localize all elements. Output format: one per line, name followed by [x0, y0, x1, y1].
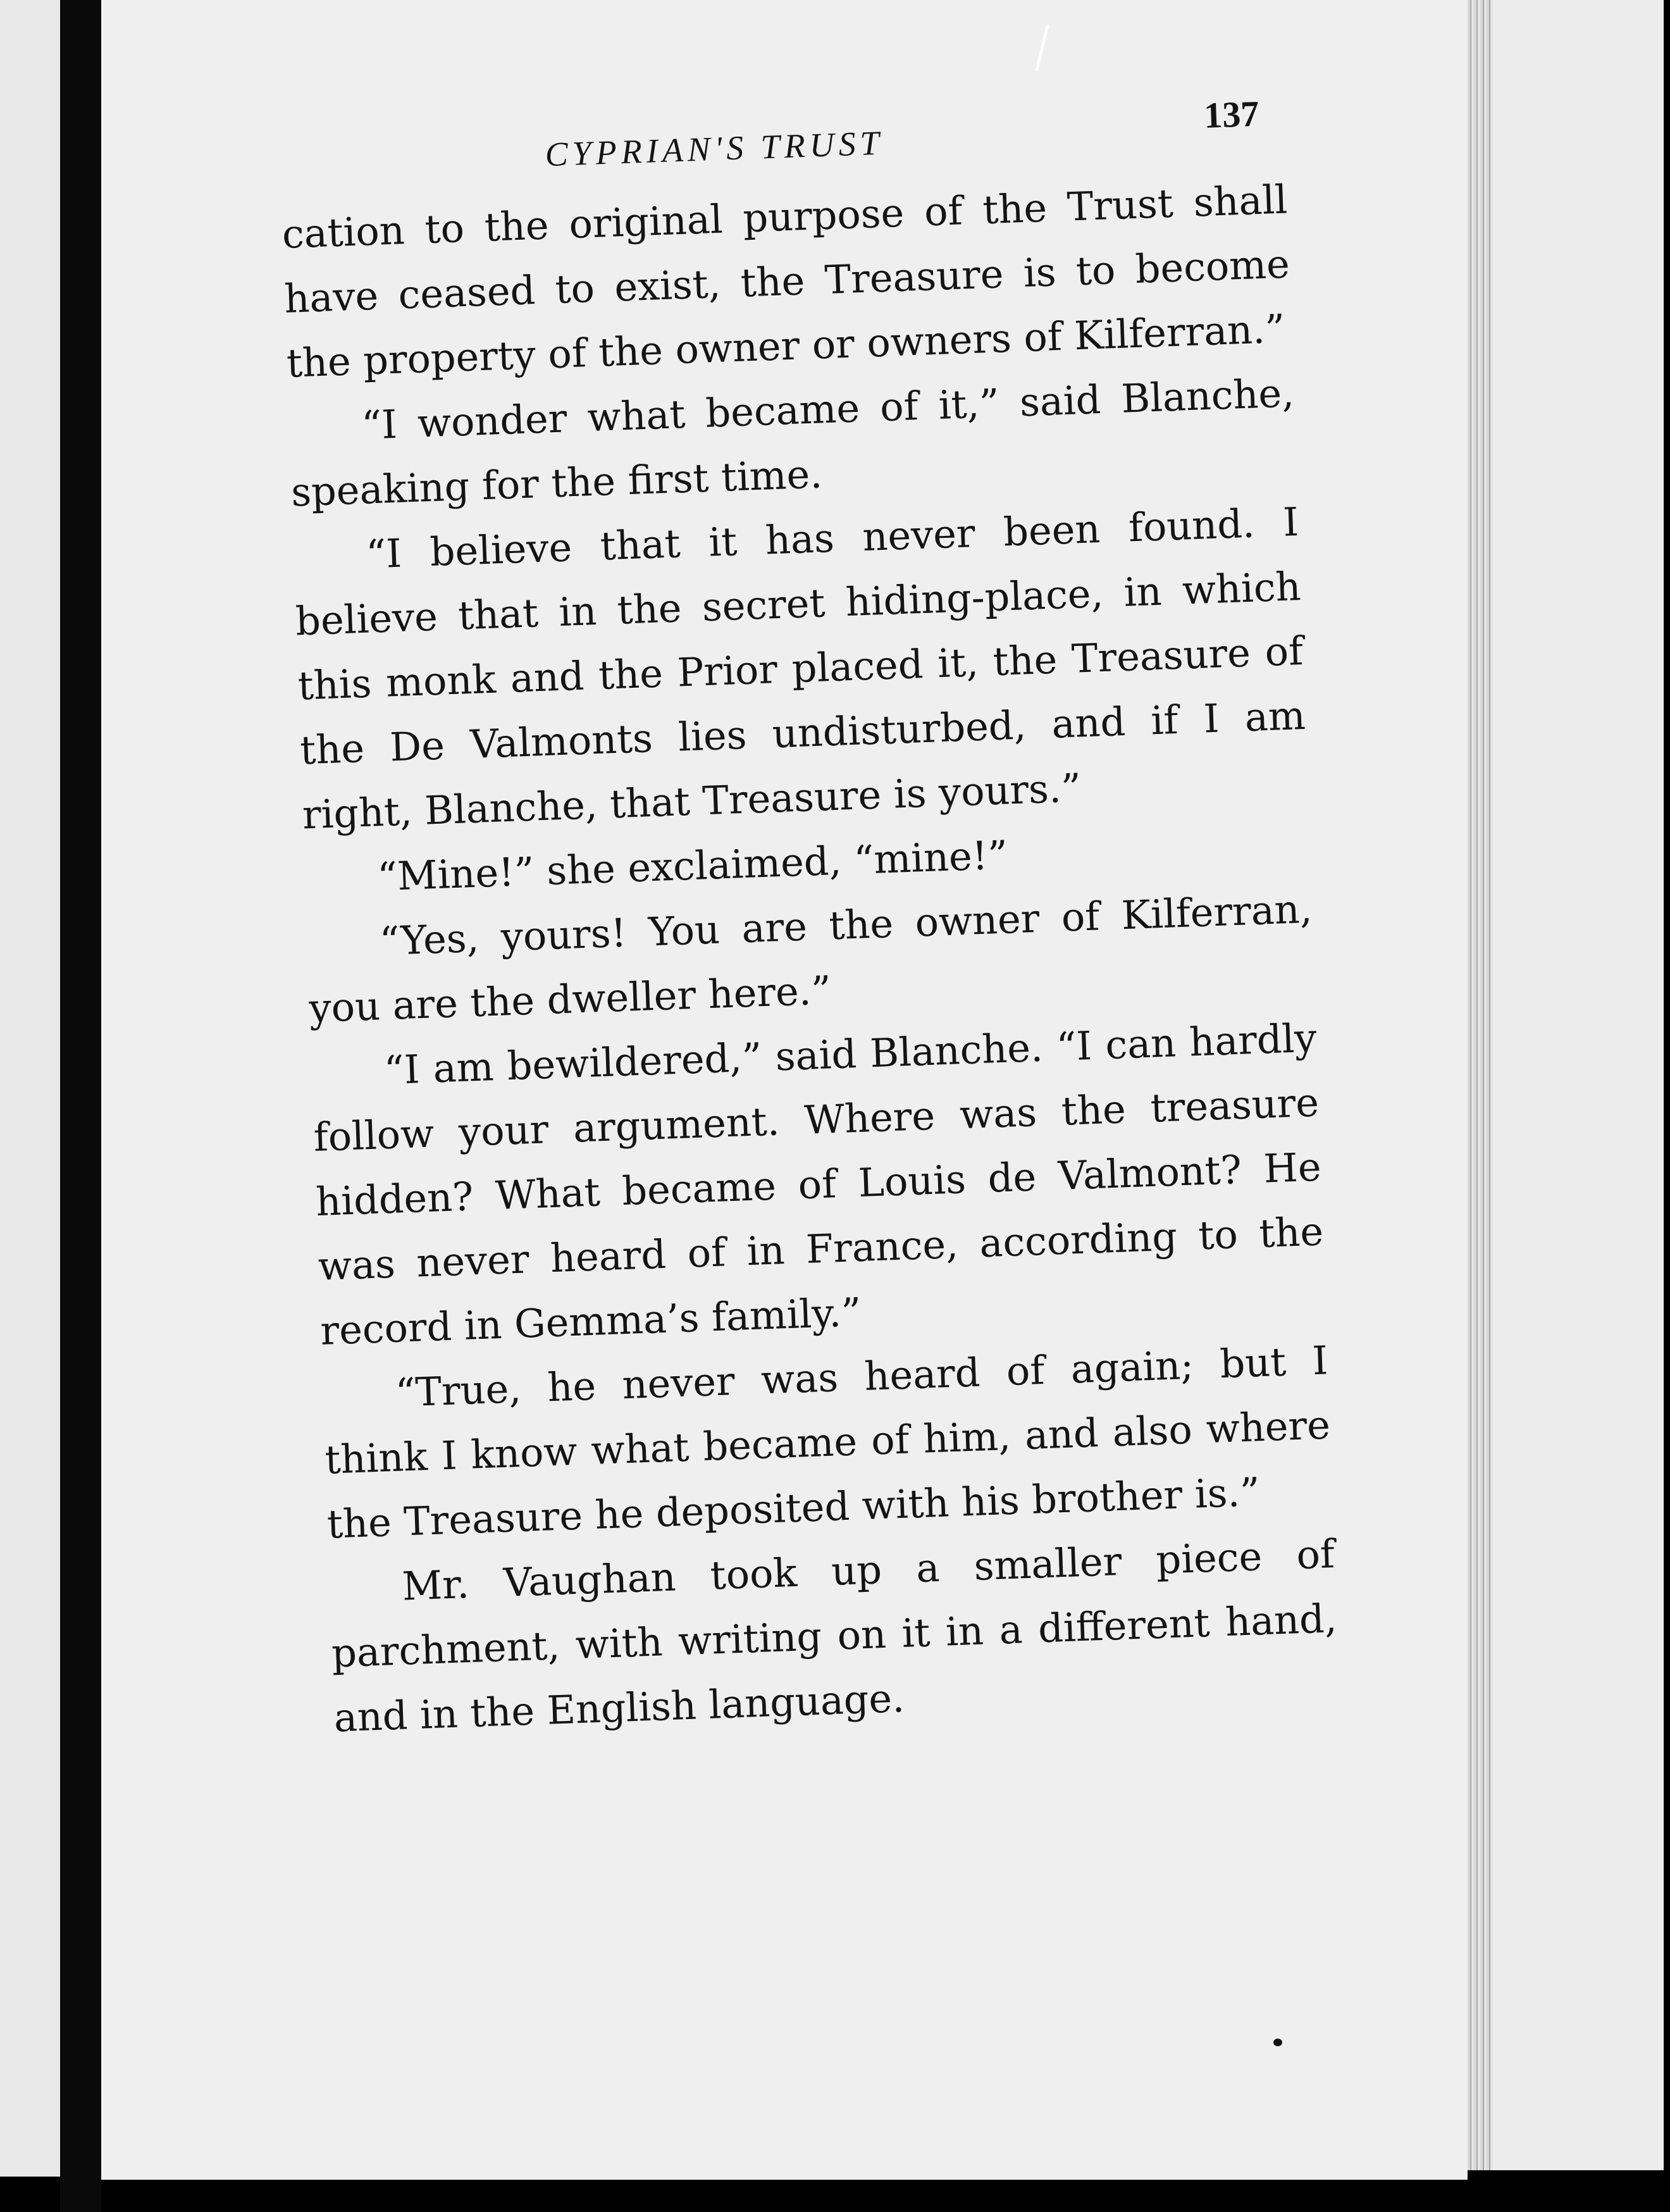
page-edges [1468, 0, 1493, 2170]
book-gutter [60, 0, 101, 2212]
paragraph: “I believe that it has never been found. I believe that in the secret hiding-place, in which this monk and the Prior placed it, the Treasure of the De Valmonts lies undisturbed, and if I am right, Blanche, that Treasure is yours.” [295, 499, 1306, 838]
paragraph: “Yes, yours! You are the owner of Kilferran, you are the dweller here.” [308, 885, 1313, 1032]
paragraph: “I wonder what became of it,” said Blanche, speaking for the first time. [290, 370, 1295, 516]
running-head: CYPRIAN'S TRUST [544, 123, 884, 174]
paragraph: “Mine!” she exclaimed, “mine!” [376, 831, 1009, 900]
page-text-block [278, 92, 1340, 1751]
left-page-edge [0, 0, 60, 2177]
page-number: 137 [1203, 92, 1260, 136]
paragraph: Mr. Vaughan took up a smaller piece of parchment, with writing on it in a different hand, and in the English language. [330, 1531, 1338, 1741]
ink-speck [1273, 2039, 1282, 2046]
right-page-edge [1493, 0, 1664, 2170]
paragraph: “True, he never was heard of again; but I think I know what became of him, and also where the Treasure he deposited with his brother is.” [324, 1337, 1331, 1548]
paragraph: cation to the original purpose of the Trust shall have ceased to exist, the Treasure is to become the property of the owner or owners of Kilferran.” [281, 176, 1290, 387]
body-text [281, 167, 1340, 1750]
paragraph: “I am bewildered,” said Blanche. “I can hardly follow your argument. Where was the treasure hidden? What became of Louis de Valmont? He was never heard of in France, according to the record in Gemma’s family.” [312, 1014, 1325, 1354]
paper-mark [1035, 25, 1049, 71]
